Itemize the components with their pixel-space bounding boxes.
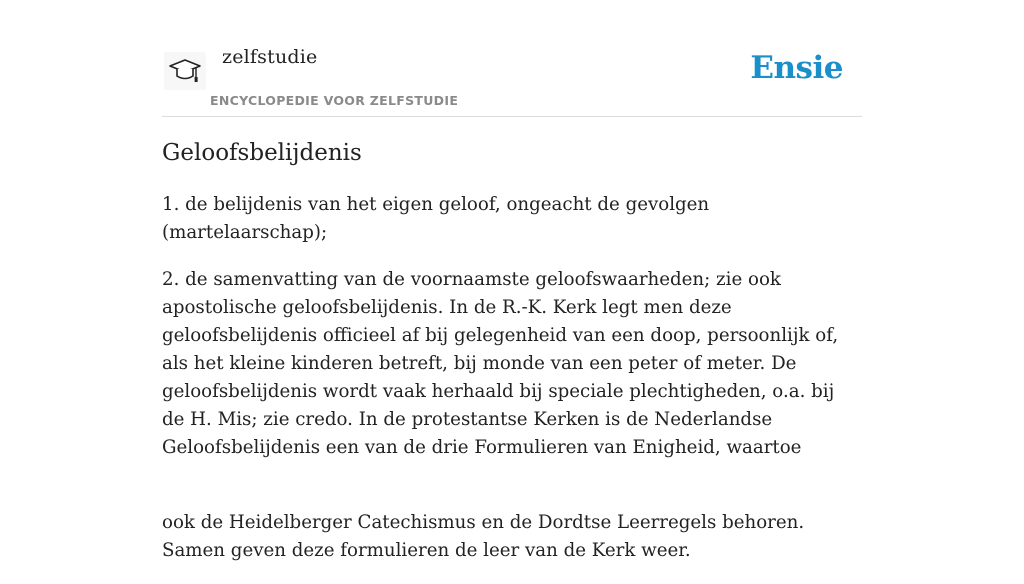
page — [162, 0, 862, 561]
graduation-cap-icon[interactable] — [164, 52, 206, 90]
article-body — [162, 191, 862, 584]
brand-logo[interactable]: Ensie — [750, 50, 843, 86]
paragraph-3: ook de Heidelberger Catechismus en de Dordtse Leerregels behoren. Samen geven deze formulieren de leer van de Kerk weer. — [162, 512, 805, 561]
site-name[interactable]: zelfstudie — [222, 46, 318, 68]
paragraph-2: 2. de samenvatting van de voornaamste geloofswaarheden; zie ook apostolische geloofsbelijdenis. In de R.-K. Kerk legt men deze geloofsbelijdenis officieel af bij gelegenheid van een doop, persoonlijk of, als het kleine kinderen betreft, bij monde van een peter of meter. De geloofsbelijdenis wordt vaak herhaald bij speciale plechtigheden, o.a. bij de H. Mis; zie credo. In de protestantse Kerken is de Nederlandse Geloofsbelijdenis een van de drie Formulieren van Enigheid, waartoe — [162, 269, 839, 458]
paragraph-gap — [162, 481, 862, 509]
site-tagline: ENCYCLOPEDIE VOOR ZELFSTUDIE — [210, 93, 459, 108]
site-header — [162, 0, 862, 117]
paragraph-1: 1. de belijdenis van het eigen geloof, ongeacht de gevolgen (martelaarschap); — [162, 194, 710, 243]
article-title: Geloofsbelijdenis — [162, 140, 362, 166]
